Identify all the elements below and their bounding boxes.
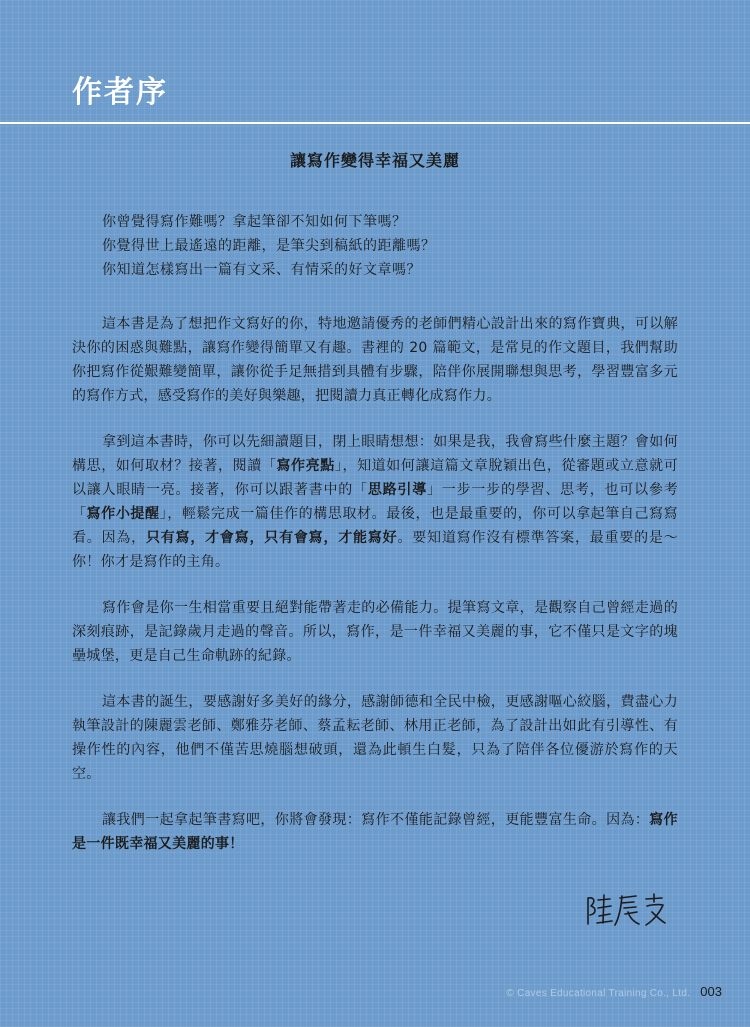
chapter-title: 作者序: [72, 75, 168, 110]
paragraph-text: 。要知道寫作沒有標準答案，最重要的是～你！你才是寫作的主角。: [72, 530, 678, 570]
highlight-term: 寫作亮點: [276, 458, 335, 474]
copyright-text: © Caves Educational Training Co., Ltd.: [506, 988, 691, 999]
preface-subtitle: 讓寫作變得幸福又美麗: [289, 151, 460, 170]
highlight-term: 只有寫，才會寫，只有會寫，才能寫好: [145, 530, 398, 546]
paragraph-text: 這本書是為了想把作文寫好的你，特地邀請優秀的老師們精心設計出來的寫作寶典，可以解決你的困惑與難點，讓寫作變得簡單又有趣。書裡的 20 篇範文，是常見的作文題目，我們幫助你把寫作從艱難變簡單，讓你從手足無措到具體有步驟，陪伴你展開聯想與思考，學習豐富多元的寫作方式，感受寫作的美好與樂趣，把閱讀力真正轉化成寫作力。: [72, 316, 678, 404]
paragraph: [72, 596, 678, 668]
intro-line: 你曾覺得寫作難嗎？拿起筆卻不知如何下筆嗎？: [102, 214, 407, 230]
page-footer: [506, 984, 722, 1000]
highlight-term: 寫作小提醒: [86, 506, 160, 522]
header-rule: [0, 122, 750, 124]
paragraph-text: 拿到這本書時，你可以先細讀題目，閉上眼睛想想：如果是我，我會寫些什麼主題？會如何構思，如何取材？接著，閱讀「: [72, 434, 678, 474]
paragraph-text: 」，知道如何讓這篇文章脫穎出色，從審題或立意就可以讓人眼睛一亮。接著，你可以跟著書中的「: [72, 458, 679, 498]
author-signature: [584, 890, 674, 930]
paragraph: [72, 808, 678, 856]
paragraph: [72, 690, 678, 786]
chapter-header: [0, 58, 750, 128]
paragraph-text: 讓我們一起拿起筆書寫吧，你將會發現：寫作不僅能記錄曾經，更能豐富生命。因為：: [102, 812, 650, 828]
page-number: 003: [700, 984, 722, 999]
intro-line: 你知道怎樣寫出一篇有文采、有情采的好文章嗎？: [102, 262, 421, 278]
intro-questions: [72, 210, 678, 282]
intro-line: 你覺得世上最遙遠的距離，是筆尖到稿紙的距離嗎？: [102, 238, 436, 254]
paragraph: [72, 430, 678, 574]
paragraph-text: 」一步一步的學習、思考，也可以參考「: [72, 482, 678, 522]
signature-graphic: [584, 890, 674, 930]
paragraph: [72, 312, 678, 408]
paragraph-text: 寫作會是你一生相當重要且絕對能帶著走的必備能力。提筆寫文章，是觀察自己曾經走過的深刻痕跡，是記錄歲月走過的聲音。所以，寫作，是一件幸福又美麗的事，它不僅只是文字的塊壘城堡，更是自己生命軌跡的紀錄。: [72, 600, 678, 664]
highlight-term: 思路引導: [367, 482, 428, 498]
paragraph-text: 這本書的誕生，要感謝好多美好的緣分，感謝師德和全民中檢，更感謝嘔心絞腦，費盡心力執筆設計的陳麗雲老師、鄭雅芬老師、蔡孟耘老師、林用正老師，為了設計出如此有引導性、有操作性的內容，他們不僅苦思燒腦想破頭，還為此頓生白髮，只為了陪伴各位優游於寫作的天空。: [72, 694, 678, 782]
preface-body: [72, 150, 678, 878]
paragraph-text: 」，輕鬆完成一篇佳作的構思取材。最後，也是最重要的，你可以拿起筆自己寫寫看。因為，: [72, 506, 678, 546]
closing-statement: 寫作是一件既幸福又美麗的事！: [72, 812, 678, 852]
